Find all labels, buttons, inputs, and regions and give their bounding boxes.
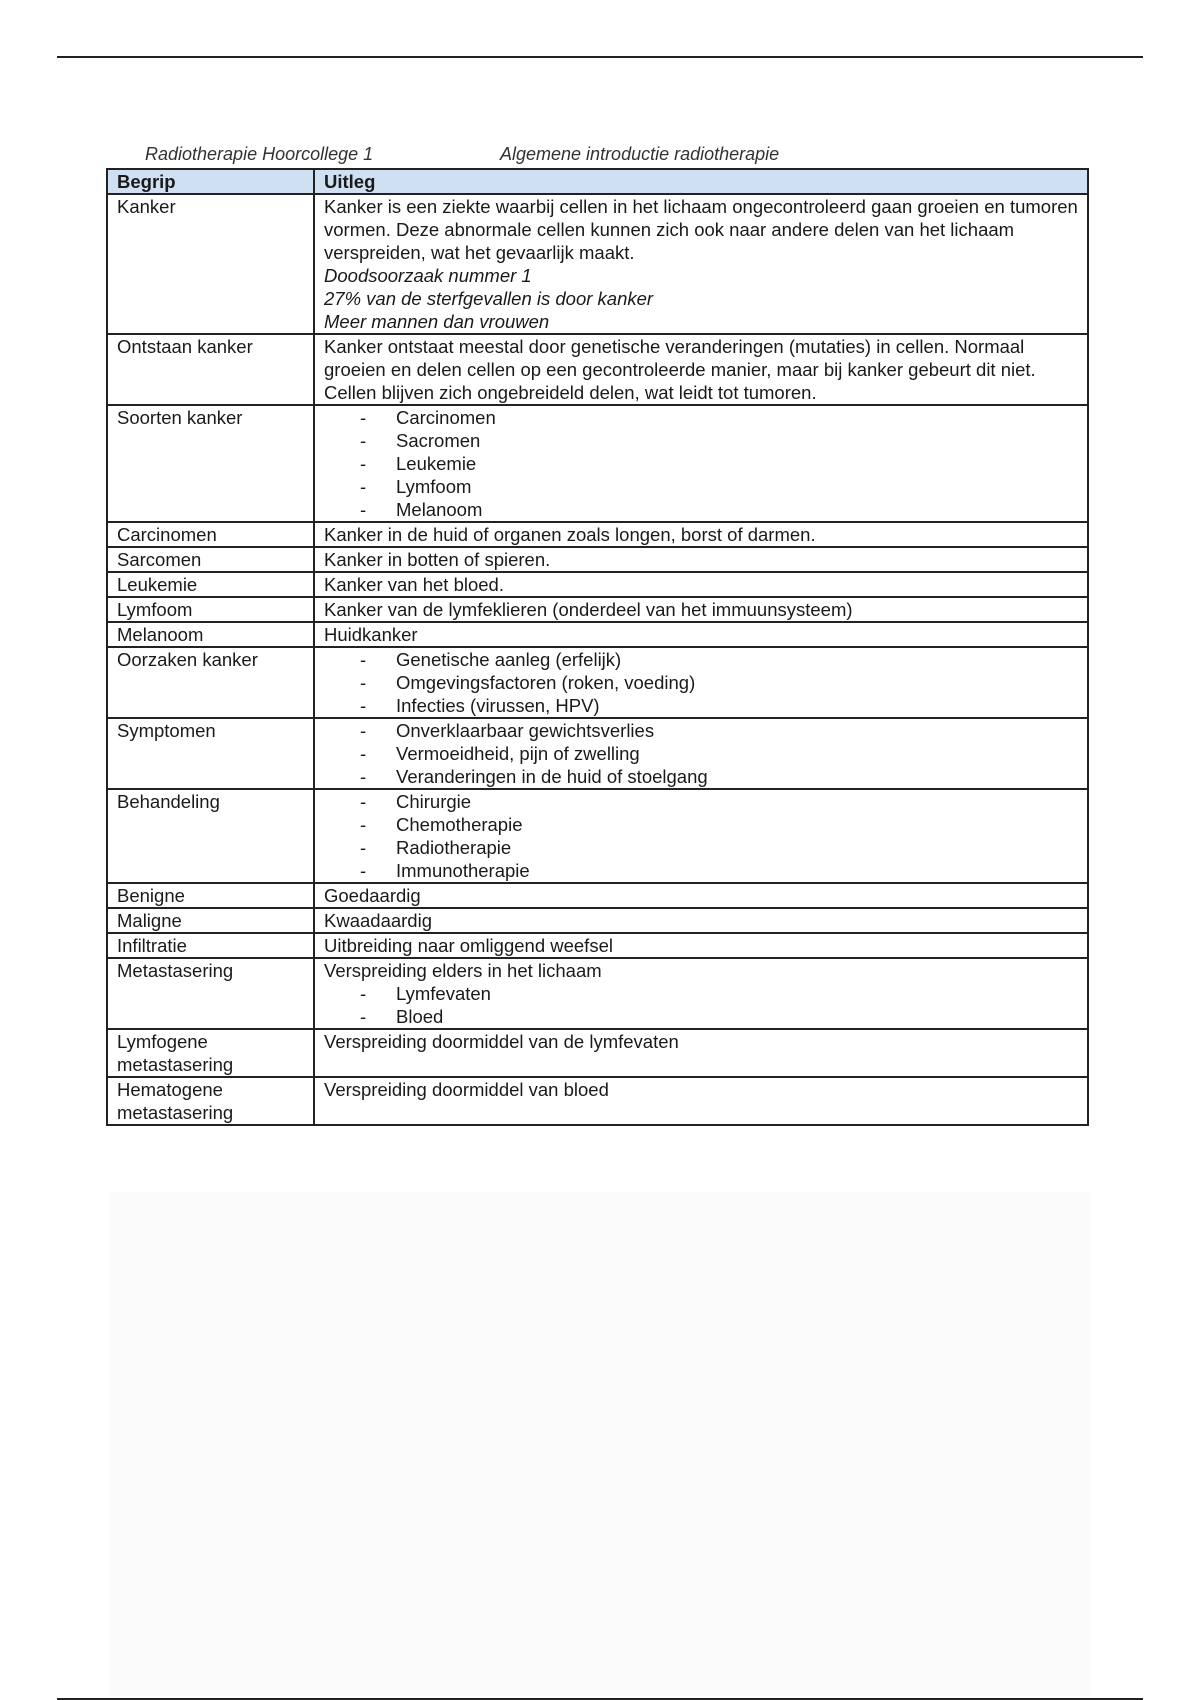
- dash-bullet-icon: -: [360, 743, 367, 764]
- explanation-text: Verspreiding elders in het lichaam: [324, 960, 602, 981]
- dash-bullet-icon: -: [360, 837, 367, 858]
- explanation-cell: [314, 622, 1088, 647]
- explanation-cell: [314, 405, 1088, 522]
- table-row: [107, 1077, 1088, 1125]
- bullet-list: [324, 719, 1079, 788]
- list-item: [324, 790, 1079, 813]
- list-item-label: Chemotherapie: [396, 814, 523, 835]
- explanation-cell: [314, 1029, 1088, 1077]
- list-item-label: Infecties (virussen, HPV): [396, 695, 600, 716]
- list-item: [324, 859, 1079, 882]
- bullet-list: [324, 982, 1079, 1028]
- list-item-label: Radiotherapie: [396, 837, 512, 858]
- explanation-cell: [314, 958, 1088, 1029]
- fact-line: Doodsoorzaak nummer 1: [324, 265, 532, 286]
- list-item-label: Onverklaarbaar gewichtsverlies: [396, 720, 655, 741]
- table-row: [107, 933, 1088, 958]
- explanation-cell: [314, 789, 1088, 883]
- bullet-list: [324, 406, 1079, 521]
- dash-bullet-icon: -: [360, 499, 367, 520]
- list-item-label: Melanoom: [396, 499, 483, 520]
- explanation-text: Huidkanker: [324, 624, 418, 645]
- explanation-text: Kanker is een ziekte waarbij cellen in het lichaam ongecontroleerd gaan groeien en tumoren vormen. Deze abnormale cellen kunnen zich ook naar andere delen van het lichaam verspreiden, wat het gevaarlijk maakt.: [324, 196, 1078, 263]
- explanation-cell: [314, 597, 1088, 622]
- list-item: [324, 982, 1079, 1005]
- list-item: [324, 765, 1079, 788]
- table-row: [107, 958, 1088, 1029]
- bullet-list: [324, 648, 1079, 717]
- term-cell: Leukemie: [107, 572, 314, 597]
- term-cell: Melanoom: [107, 622, 314, 647]
- dash-bullet-icon: -: [360, 453, 367, 474]
- table-row: [107, 1029, 1088, 1077]
- term-cell: Soorten kanker: [107, 405, 314, 522]
- list-item-label: Lymfoom: [396, 476, 472, 497]
- term-cell: Sarcomen: [107, 547, 314, 572]
- explanation-text: Verspreiding doormiddel van bloed: [324, 1079, 609, 1100]
- dash-bullet-icon: -: [360, 860, 367, 881]
- list-item: [324, 452, 1079, 475]
- column-header-explanation: Uitleg: [314, 169, 1088, 194]
- dash-bullet-icon: -: [360, 407, 367, 428]
- dash-bullet-icon: -: [360, 672, 367, 693]
- fact-line: 27% van de sterfgevallen is door kanker: [324, 288, 654, 309]
- table-row: [107, 522, 1088, 547]
- dash-bullet-icon: -: [360, 1006, 367, 1027]
- table-row: [107, 622, 1088, 647]
- term-cell: Symptomen: [107, 718, 314, 789]
- list-item: [324, 648, 1079, 671]
- explanation-text: Kanker in botten of spieren.: [324, 549, 551, 570]
- explanation-cell: [314, 1077, 1088, 1125]
- explanation-cell: [314, 718, 1088, 789]
- term-cell: Behandeling: [107, 789, 314, 883]
- list-item-label: Immunotherapie: [396, 860, 530, 881]
- term-cell: Metastasering: [107, 958, 314, 1029]
- list-item: [324, 498, 1079, 521]
- header-lecture-title: Algemene introductie radiotherapie: [500, 144, 780, 164]
- term-cell: Benigne: [107, 883, 314, 908]
- table-row: [107, 883, 1088, 908]
- list-item: [324, 406, 1079, 429]
- dash-bullet-icon: -: [360, 695, 367, 716]
- dash-bullet-icon: -: [360, 766, 367, 787]
- explanation-cell: [314, 933, 1088, 958]
- explanation-text: Uitbreiding naar omliggend weefsel: [324, 935, 613, 956]
- column-header-term: Begrip: [107, 169, 314, 194]
- table-row: [107, 718, 1088, 789]
- table-row: [107, 597, 1088, 622]
- table-header-row: [107, 169, 1088, 194]
- list-item: [324, 1005, 1079, 1028]
- term-cell: Infiltratie: [107, 933, 314, 958]
- terms-table: [106, 168, 1089, 1126]
- term-cell: Oorzaken kanker: [107, 647, 314, 718]
- dash-bullet-icon: -: [360, 430, 367, 451]
- explanation-text: Kanker ontstaat meestal door genetische veranderingen (mutaties) in cellen. Normaal groeien en delen cellen op een gecontroleerde manier, maar bij kanker gebeurt dit niet. Cellen blijven zich ongebreideld delen, wat leidt tot tumoren.: [324, 336, 1036, 403]
- dash-bullet-icon: -: [360, 814, 367, 835]
- explanation-cell: [314, 883, 1088, 908]
- explanation-cell: [314, 647, 1088, 718]
- explanation-text: Verspreiding doormiddel van de lymfevaten: [324, 1031, 679, 1052]
- explanation-text: Kwaadaardig: [324, 910, 432, 931]
- list-item: [324, 836, 1079, 859]
- table-row: [107, 572, 1088, 597]
- dash-bullet-icon: -: [360, 720, 367, 741]
- list-item-label: Lymfevaten: [396, 983, 491, 1004]
- bullet-list: [324, 790, 1079, 882]
- explanation-cell: [314, 908, 1088, 933]
- explanation-text: Kanker in de huid of organen zoals longen, borst of darmen.: [324, 524, 816, 545]
- explanation-text: Goedaardig: [324, 885, 421, 906]
- explanation-cell: [314, 522, 1088, 547]
- term-cell: Carcinomen: [107, 522, 314, 547]
- term-cell: Kanker: [107, 194, 314, 334]
- explanation-text: Kanker van de lymfeklieren (onderdeel van het immuunsysteem): [324, 599, 853, 620]
- explanation-text: Kanker van het bloed.: [324, 574, 504, 595]
- top-rule: [57, 56, 1143, 58]
- header-course-title: Radiotherapie Hoorcollege 1: [145, 144, 374, 164]
- explanation-cell: [314, 572, 1088, 597]
- table-row: [107, 547, 1088, 572]
- dash-bullet-icon: -: [360, 983, 367, 1004]
- explanation-cell: [314, 547, 1088, 572]
- list-item: [324, 719, 1079, 742]
- list-item-label: Veranderingen in de huid of stoelgang: [396, 766, 708, 787]
- list-item-label: Sacromen: [396, 430, 481, 451]
- dash-bullet-icon: -: [360, 791, 367, 812]
- list-item-label: Bloed: [396, 1006, 444, 1027]
- explanation-cell: [314, 334, 1088, 405]
- list-item-label: Vermoeidheid, pijn of zwelling: [396, 743, 640, 764]
- term-cell: Maligne: [107, 908, 314, 933]
- list-item-label: Genetische aanleg (erfelijk): [396, 649, 622, 670]
- table-row: [107, 194, 1088, 334]
- list-item-label: Chirurgie: [396, 791, 472, 812]
- term-cell: Lymfoom: [107, 597, 314, 622]
- page-shade: [110, 1192, 1090, 1696]
- table-row: [107, 405, 1088, 522]
- list-item: [324, 671, 1079, 694]
- explanation-cell: [314, 194, 1088, 334]
- table-row: [107, 334, 1088, 405]
- table-row: [107, 908, 1088, 933]
- list-item: [324, 475, 1079, 498]
- term-cell: Ontstaan kanker: [107, 334, 314, 405]
- dash-bullet-icon: -: [360, 649, 367, 670]
- fact-line: Meer mannen dan vrouwen: [324, 311, 550, 332]
- list-item-label: Omgevingsfactoren (roken, voeding): [396, 672, 696, 693]
- dash-bullet-icon: -: [360, 476, 367, 497]
- list-item: [324, 742, 1079, 765]
- list-item: [324, 694, 1079, 717]
- term-cell: Lymfogene metastasering: [107, 1029, 314, 1077]
- list-item: [324, 429, 1079, 452]
- list-item-label: Leukemie: [396, 453, 477, 474]
- table-row: [107, 647, 1088, 718]
- term-cell: Hematogene metastasering: [107, 1077, 314, 1125]
- list-item-label: Carcinomen: [396, 407, 496, 428]
- table-row: [107, 789, 1088, 883]
- list-item: [324, 813, 1079, 836]
